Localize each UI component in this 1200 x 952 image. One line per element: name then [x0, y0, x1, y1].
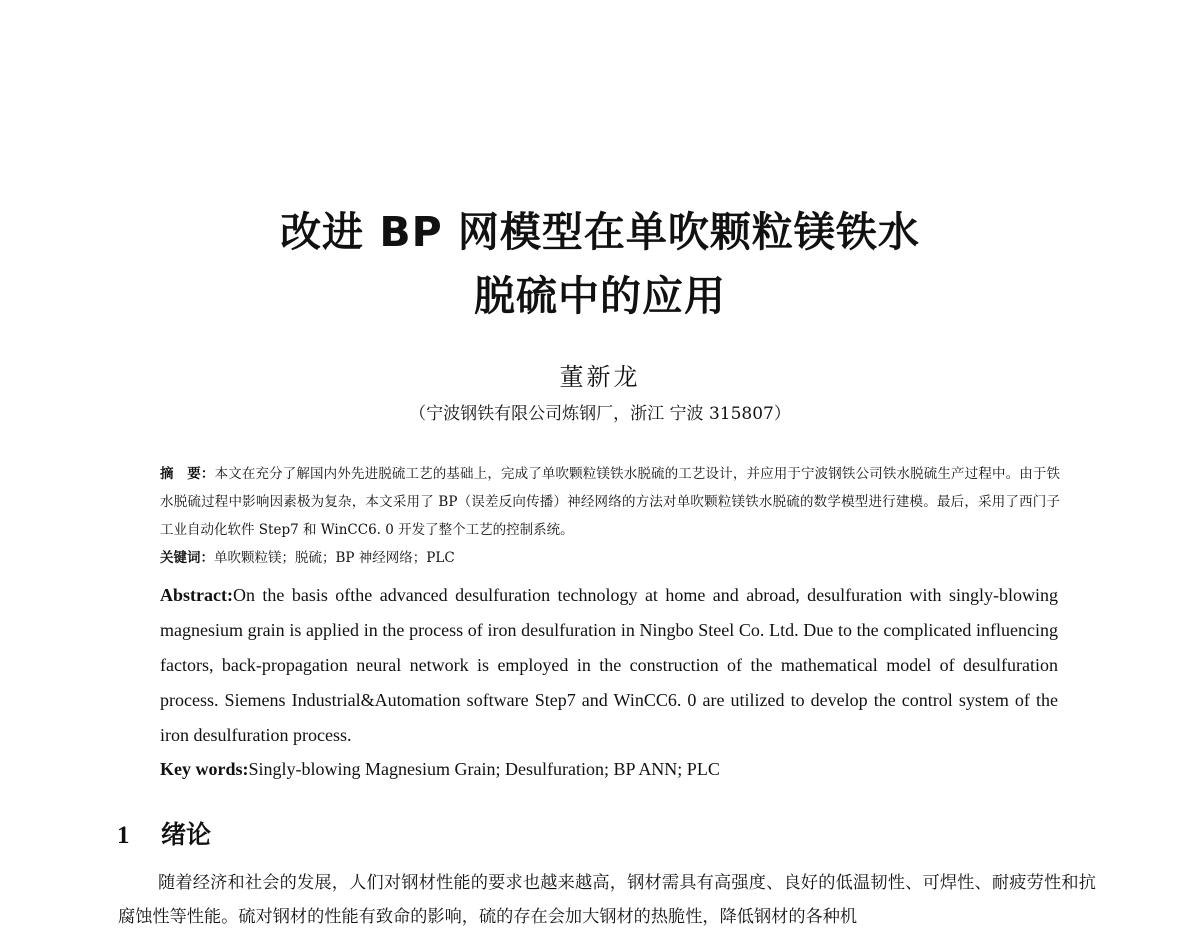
english-abstract-text: On the basis ofthe advanced desulfuration technology at home and abroad, desulfuration with singly-blowing magnesium grain is applied in the process of iron desulfuration in Ningbo Steel Co. Ltd. Due to the complicated influencing factors, back-propagation neural network is employed in the construction of the mathematical model of desulfuration process. Siemens Industrial&Automation software Step7 and WinCC6. 0 are utilized to develop the control system of the iron desulfuration process.: [160, 585, 1058, 745]
chinese-keywords-text: 单吹颗粒镁；脱硫；BP 神经网络；PLC: [214, 550, 455, 566]
section-title: 绪论: [161, 820, 212, 849]
chinese-abstract-label: 摘 要：: [160, 466, 215, 482]
chinese-keywords: [160, 547, 1060, 569]
section-number: 1: [117, 822, 130, 849]
english-abstract: Abstract:On the basis ofthe advanced desulfuration technology at home and abroad, desulfuration with singly-blowing magnesium grain is applied in the process of iron desulfuration in Ningbo Steel Co. Ltd. Due to the complicated influencing factors, back-propagation neural network is employed in the construction of the mathematical model of desulfuration process. Siemens Industrial&Automation software Step7 and WinCC6. 0 are utilized to develop the control system of the iron desulfuration process.: [160, 585, 1058, 745]
english-keywords: Key words:Singly-blowing Magnesium Grain; Desulfuration; BP ANN; PLC: [160, 759, 720, 779]
author-name: 董新龙: [559, 363, 641, 391]
english-keywords-label: Key words: [160, 759, 243, 779]
english-abstract-label: Abstract: [160, 585, 227, 605]
chinese-keywords-label: 关键词：: [160, 550, 214, 566]
section-heading: [117, 817, 211, 854]
paper-title-line-1: 改进 BP 网模型在单吹颗粒镁铁水: [280, 208, 920, 256]
paper-title-line-2: 脱硫中的应用: [474, 272, 726, 320]
chinese-abstract: [160, 460, 1060, 544]
author-affiliation: （宁波钢铁有限公司炼钢厂，浙江 宁波 315807）: [409, 404, 791, 424]
section-body-paragraph: 随着经济和社会的发展，人们对钢材性能的要求也越来越高，钢材需具有高强度、良好的低温韧性、可焊性、耐疲劳性和抗腐蚀性等性能。硫对钢材的性能有致命的影响，硫的存在会加大钢材的热脆性，降低钢材的各种机: [118, 873, 1096, 927]
chinese-abstract-text: 本文在充分了解国内外先进脱硫工艺的基础上，完成了单吹颗粒镁铁水脱硫的工艺设计，并应用于宁波钢铁公司铁水脱硫生产过程中。由于铁水脱硫过程中影响因素极为复杂，本文采用了 BP（误差反向传播）神经网络的方法对单吹颗粒镁铁水脱硫的数学模型进行建模。最后，采用了西门子工业自动化软件 Step7 和 WinCC6. 0 开发了整个工艺的控制系统。: [160, 466, 1061, 538]
english-keywords-text: Singly-blowing Magnesium Grain; Desulfuration; BP ANN; PLC: [248, 759, 720, 779]
